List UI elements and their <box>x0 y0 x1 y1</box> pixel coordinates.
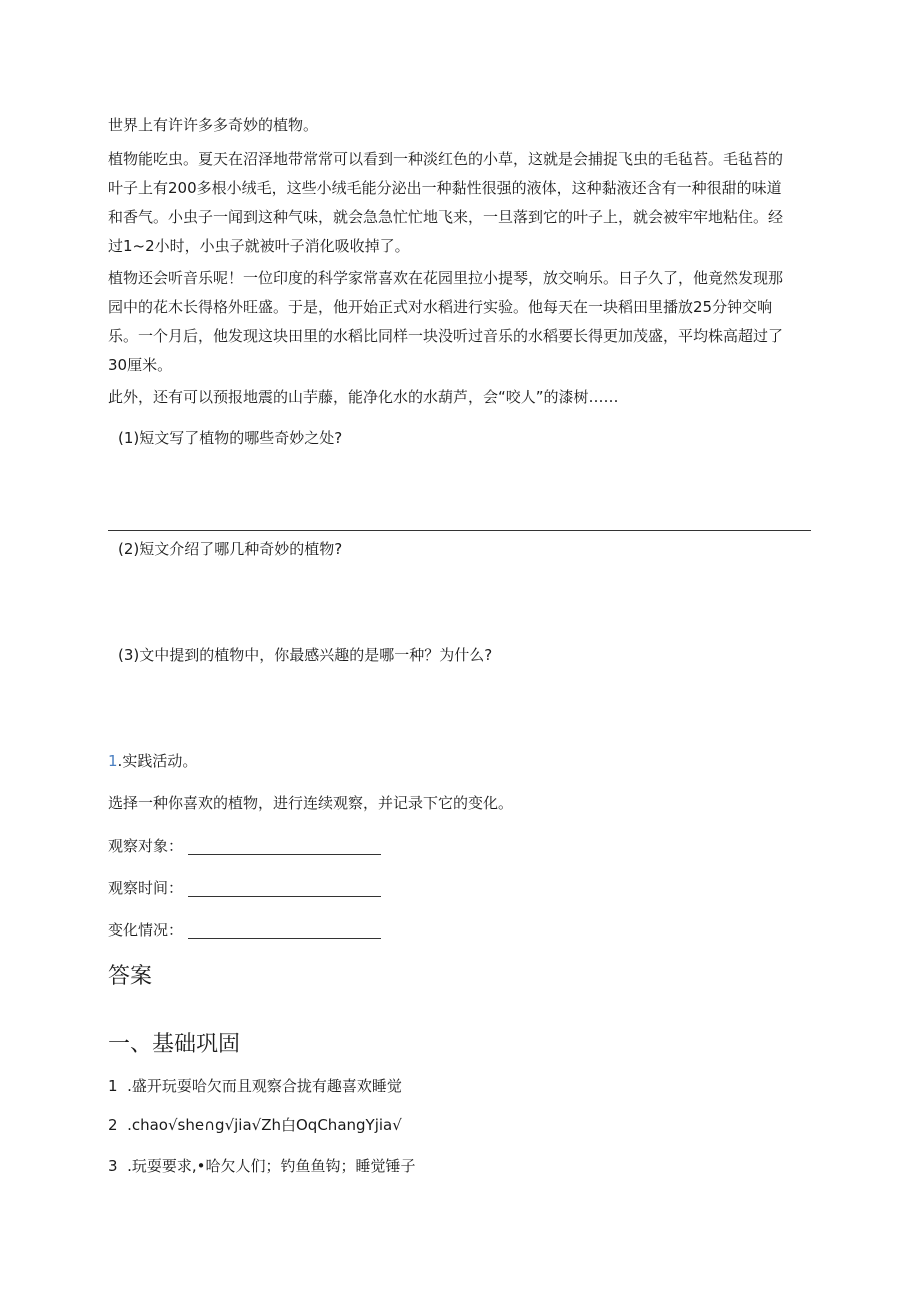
activity-number: 1 <box>108 752 118 770</box>
passage-line: 和香气。小虫子一闻到这种气味，就会急急忙忙地飞来，一旦落到它的叶子上，就会被牢牢地粘住。经 <box>108 208 784 226</box>
question-2: (2)短文介绍了哪几种奇妙的植物? <box>118 540 343 558</box>
answer-item: 2 .chao√she∩g√jia√Zh白OqChangYjia√ <box>108 1116 402 1134</box>
passage-line: 乐。一个月后，他发现这块田里的水稻比同样一块没听过音乐的水稻要长得更加茂盛，平均株高超过了 <box>108 327 784 345</box>
passage-paragraph-3: 此外，还有可以预报地震的山芋藤，能净化水的水葫芦，会“咬人”的漆树…… <box>108 388 619 406</box>
blank-change[interactable] <box>188 920 381 939</box>
passage-line: 30厘米。 <box>108 356 173 374</box>
blank-observe-object[interactable] <box>188 836 381 855</box>
answer-item: 1 .盛开玩耍哈欠而且观察合拢有趣喜欢睡觉 <box>108 1077 402 1095</box>
activity-heading <box>108 749 197 773</box>
activity-title: .实践活动。 <box>117 752 198 770</box>
answers-heading: 答案 <box>108 964 153 989</box>
field-label-observe-object: 观察对象： <box>108 837 184 855</box>
passage-line: 植物能吃虫。夏天在沼泽地带常常可以看到一种淡红色的小草，这就是会捕捉飞虫的毛毡苔。毛毡苔的 <box>108 150 784 168</box>
field-label-change: 变化情况： <box>108 921 184 939</box>
passage-line: 过1~2小时，小虫子就被叶子消化吸收掉了。 <box>108 237 410 255</box>
field-label-observe-time: 观察时间： <box>108 879 184 897</box>
question-1: (1)短文写了植物的哪些奇妙之处? <box>118 429 343 447</box>
blank-observe-time[interactable] <box>188 878 381 897</box>
passage-intro: 世界上有许许多多奇妙的植物。 <box>108 116 319 134</box>
passage-line: 叶子上有200多根小绒毛，这些小绒毛能分泌出一种黏性很强的液体，这种黏液还含有一种很甜的味道 <box>108 179 782 197</box>
question-3: (3)文中提到的植物中，你最感兴趣的是哪一种？为什么? <box>118 646 493 664</box>
divider-line <box>108 530 811 531</box>
passage-line: 植物还会听音乐呢！一位印度的科学家常喜欢在花园里拉小提琴，放交响乐。日子久了，他竟然发现那 <box>108 269 784 287</box>
answer-item: 3 .玩耍要求,•哈欠人们；钓鱼鱼钩；睡觉锤子 <box>108 1157 416 1175</box>
passage-line: 园中的花木长得格外旺盛。于是，他开始正式对水稻进行实验。他每天在一块稻田里播放25分钟交响 <box>108 298 773 316</box>
answers-section-title: 一、基础巩固 <box>108 1032 241 1057</box>
activity-instruction: 选择一种你喜欢的植物，进行连续观察，并记录下它的变化。 <box>108 794 514 812</box>
